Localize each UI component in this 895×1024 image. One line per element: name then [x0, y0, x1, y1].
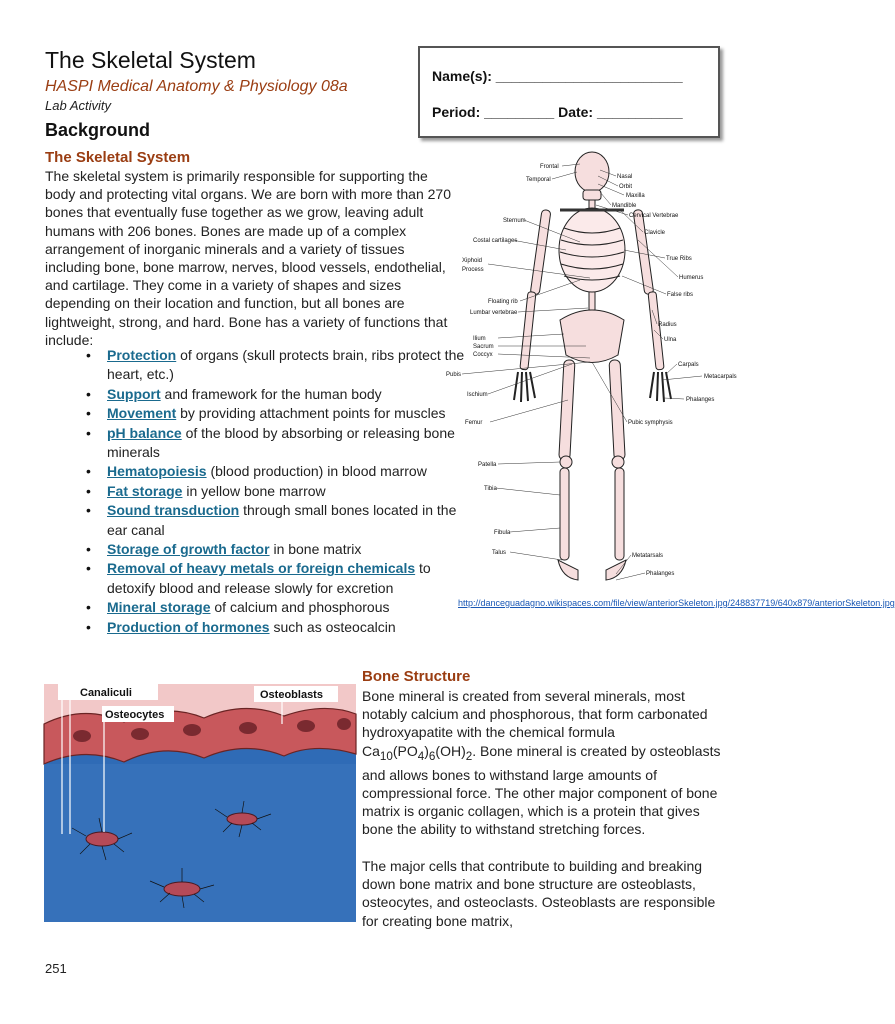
skeleton-label: Xiphoid [462, 258, 483, 264]
skeletal-system-heading: The Skeletal System [45, 149, 191, 166]
skeleton-label: Femur [465, 420, 483, 426]
skeleton-label: Lumbar vertebrae [470, 310, 518, 316]
skeleton-source-link[interactable]: http://danceguadagno.wikispaces.com/file/view/anteriorSkeleton.jpg/248837719/640x879/anteriorSkeleton.jpg [458, 598, 895, 608]
skeleton-label: Phalanges [686, 397, 715, 403]
function-keyword-link[interactable]: Removal of heavy metals or foreign chemicals [107, 560, 416, 577]
bone-cells-paragraph: The major cells that contribute to building and breaking down bone matrix and bone structure are osteoblasts, osteocytes, and osteoclasts. Osteoblasts are responsible for creating bone matrix, [362, 858, 716, 929]
intro-paragraph: The skeletal system is primarily responsible for supporting the body and protecting vital organs. We are born with more than 270 bones that eventually fuse together as we grow, leaving adult humans with 206 bones. Bones are made up of a complex arrangement of inorganic minerals and a variety of tissues including bone, bone marrow, nerves, blood vessels, endothelial, and cartilage. They come in a variety of shapes and sizes depending on their location and function, but all bones are lightweight, strong, and hard. Bone has a variety of functions that include: [45, 168, 451, 348]
list-item: • pH balance of the blood by absorbing or releasing bone minerals [86, 424, 466, 463]
course-subtitle: HASPI Medical Anatomy & Physiology 08a [45, 78, 348, 95]
bone-structure-heading: Bone Structure [362, 668, 471, 685]
list-item: • Storage of growth factor in bone matrix [86, 540, 466, 559]
function-keyword-link[interactable]: pH balance [107, 424, 182, 441]
skeleton-label: Process [462, 267, 484, 273]
name-line[interactable]: Name(s): ________________________ [432, 68, 683, 84]
skeleton-label: Cervical Vertebrae [629, 213, 679, 219]
skeleton-label: Talus [492, 550, 507, 556]
skeleton-label: Humerus [679, 275, 704, 281]
osteocytes-label: Osteocytes [105, 709, 165, 721]
function-keyword-link[interactable]: Hematopoiesis [107, 463, 207, 480]
list-item: • Movement by providing attachment points for muscles [86, 404, 466, 423]
skeleton-label: Sternum [503, 218, 526, 224]
skeleton-label: Ilium [473, 336, 486, 342]
osteoblasts-label: Osteoblasts [260, 689, 323, 701]
skeleton-label: Pubic symphysis [628, 420, 673, 426]
skeleton-label: Radius [658, 322, 677, 328]
skeleton-label: Floating rib [488, 299, 518, 305]
list-item: • Removal of heavy metals or foreign chemicals to detoxify blood and release slowly for excretion [86, 559, 466, 598]
list-item: • Hematopoiesis (blood production) in blood marrow [86, 462, 466, 481]
skeleton-label: Temporal [526, 177, 551, 183]
page-title: The Skeletal System [45, 47, 256, 73]
function-keyword-link[interactable]: Mineral storage [107, 599, 211, 616]
list-item: • Sound transduction through small bones located in the ear canal [86, 501, 466, 540]
skeleton-label: Costal cartilages [473, 238, 518, 244]
function-keyword-link[interactable]: Support [107, 385, 161, 402]
skeleton-label: Sacrum [473, 344, 494, 350]
skeleton-label: Patella [478, 462, 497, 468]
skeleton-label: Frontal [540, 164, 559, 170]
skeleton-label: Nasal [617, 174, 633, 180]
skeleton-label: Maxilla [626, 193, 645, 199]
skeleton-label: Metatarsals [632, 553, 664, 559]
skeleton-label: True Ribs [666, 256, 692, 262]
list-item: • Protection of organs (skull protects brain, ribs protect the heart, etc.) [86, 346, 466, 385]
function-keyword-link[interactable]: Fat storage [107, 482, 183, 499]
skeleton-label: Carpals [678, 362, 699, 368]
canaliculi-label: Canaliculi [80, 687, 132, 699]
bone-functions-list [86, 346, 466, 637]
function-keyword-link[interactable]: Protection [107, 347, 177, 363]
skeleton-label: Clavicle [644, 230, 666, 236]
bone-structure-paragraph: Bone mineral is created from several minerals, most notably calcium and phosphorous, that form carbonated hydroxyapatite with the chemical formula $Ca_{10}(PO_4)_6(OH)_2$. Bone mineral is created by osteoblasts and allows bones to withstand large amounts of compressional force. The other major component of bone matrix is organic collagen, which is a protein that gives bone the ability to withstand stretching forces. [362, 688, 721, 838]
bone-cells-image [44, 684, 356, 922]
skeleton-label: Phalanges [646, 571, 675, 577]
skeleton-label: Metacarpals [704, 374, 737, 380]
skeleton-label: Coccyx [473, 352, 493, 358]
list-item: • Fat storage in yellow bone marrow [86, 482, 466, 501]
function-keyword-link[interactable]: Movement [107, 405, 177, 422]
skeleton-label: False ribs [667, 292, 694, 298]
function-keyword-link[interactable]: Sound transduction [107, 502, 240, 519]
background-heading: Background [45, 120, 151, 140]
skeleton-label: Ischium [467, 392, 488, 398]
skeleton-label: Fibula [494, 530, 511, 536]
period-date-line[interactable]: Period: _________ Date: ___________ [432, 104, 683, 120]
lab-activity-label: Lab Activity [45, 98, 111, 113]
name-period-box [418, 46, 720, 138]
list-item: • Production of hormones such as osteocalcin [86, 618, 466, 637]
skeleton-label: Tibia [484, 486, 497, 492]
skeleton-diagram [440, 150, 740, 590]
skeleton-label: Pubis [446, 372, 462, 378]
list-item: • Support and framework for the human body [86, 385, 466, 404]
skeleton-label: Mandible [612, 203, 637, 209]
function-keyword-link[interactable]: Storage of growth factor [107, 541, 270, 558]
list-item: • Mineral storage of calcium and phosphorous [86, 598, 466, 617]
function-keyword-link[interactable]: Production of hormones [107, 618, 270, 635]
skeleton-label: Orbit [619, 184, 633, 190]
skeleton-label: Ulna [664, 337, 677, 343]
page-number: 251 [45, 961, 67, 976]
